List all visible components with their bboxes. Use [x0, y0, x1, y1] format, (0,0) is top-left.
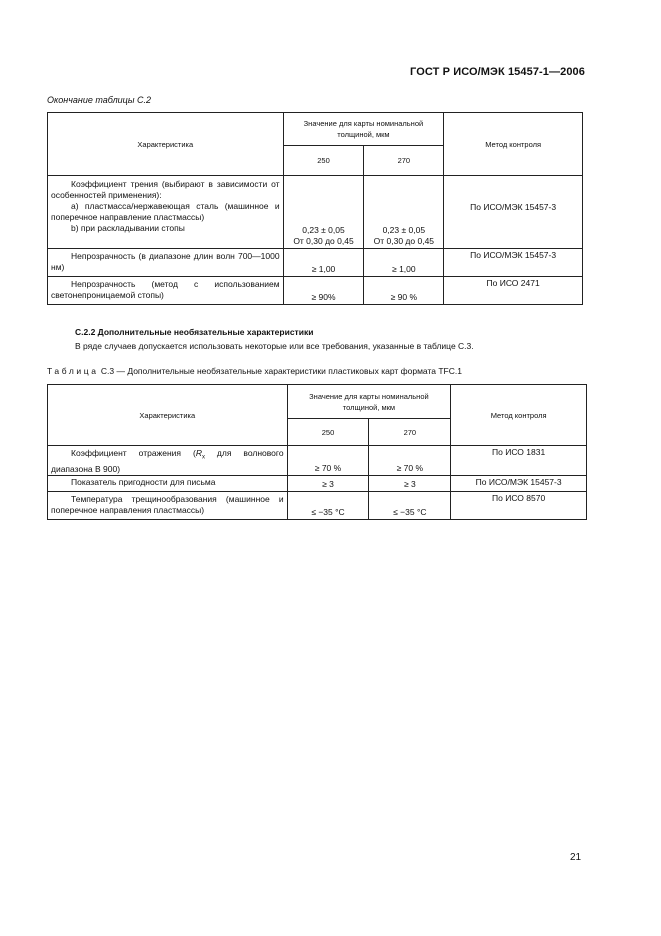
cell-value: 0,23 ± 0,05: [302, 225, 345, 235]
cell-value: ≥ 90%: [311, 292, 336, 302]
cell-method: По ИСО/МЭК 15457-3: [444, 176, 583, 249]
cell-value: ≥ 1,00: [392, 264, 416, 274]
table-row: [48, 277, 583, 305]
cell-characteristic: Температура трещинообразования (машинное и поперечное направления пластмассы): [48, 491, 288, 519]
t3-col-270: 270: [369, 419, 451, 446]
table-row: [48, 446, 587, 476]
cell-value: ≤ −35 °С: [369, 491, 451, 519]
cell-characteristic: Показатель пригодности для письма: [48, 475, 288, 491]
cell-value: ≥ 70 %: [369, 446, 451, 476]
cell-value: ≥ 90 %: [390, 292, 418, 302]
cell-method: По ИСО 2471: [444, 277, 583, 305]
document-header: ГОСТ Р ИСО/МЭК 15457-1—2006: [410, 66, 585, 78]
table-caption-word: Таблица: [47, 366, 99, 376]
t3-col-method: Метод контроля: [451, 385, 587, 446]
t2-col-270: 270: [364, 146, 444, 176]
cell-value: ≥ 70 %: [287, 446, 369, 476]
cell-value: 0,23 ± 0,05: [382, 225, 426, 235]
t3-col-characteristic: Характеристика: [48, 385, 288, 446]
table-row: [48, 249, 583, 277]
cell-value: ≥ 3: [287, 475, 369, 491]
cell-value: ≥ 3: [369, 475, 451, 491]
t3-col-value: Значение для карты номинальной толщиной, мкм: [287, 385, 451, 419]
table-row: [48, 176, 583, 249]
cell-value: От 0,30 до 0,45: [373, 236, 435, 246]
cell-characteristic: Коэффициент отражения ($R_x$ для волнового диапазона В 900): [48, 446, 288, 476]
section-title: С.2.2 Дополнительные необязательные характеристики: [75, 327, 314, 337]
cell-char-line: а) пластмасса/нержавеющая сталь (машинное и поперечное направление пластмассы): [51, 201, 280, 222]
t2-col-method: Метод контроля: [444, 113, 583, 176]
cell-char-line: b) при раскладывании стопы: [71, 223, 185, 233]
cell-char-line: Непрозрачность (в диапазоне длин волн 700—1000 нм): [51, 251, 280, 272]
t2-col-250: 250: [283, 146, 364, 176]
cell-char-line: Непрозрачность (метод с использованием светонепроницаемой стопы): [51, 279, 280, 300]
t2-col-value: Значение для карты номинальной толщиной, мкм: [283, 113, 444, 146]
table-c3: [47, 384, 587, 520]
cell-value: От 0,30 до 0,45: [293, 236, 354, 246]
table-caption: [47, 366, 462, 376]
cell-method: По ИСО 1831: [451, 446, 587, 476]
cell-value: ≥ 1,00: [311, 264, 336, 274]
t3-col-250: 250: [287, 419, 369, 446]
page-number: 21: [570, 852, 582, 863]
cell-method: По ИСО/МЭК 15457-3: [451, 475, 587, 491]
table-row: [48, 491, 587, 519]
section-text: В ряде случаев допускается использовать некоторые или все требования, указанные в таблице С.3.: [75, 341, 474, 351]
table-caption-text: С.3 — Дополнительные необязательные характеристики пластиковых карт формата TFC.1: [98, 366, 462, 376]
cell-value: ≤ −35 °С: [287, 491, 369, 519]
table-c2: [47, 112, 583, 305]
t2-col-characteristic: Характеристика: [48, 113, 284, 176]
cell-method: По ИСО 8570: [451, 491, 587, 519]
cell-char-line: Коэффициент трения (выбирают в зависимости от особенностей применения):: [51, 179, 280, 200]
table-row: [48, 475, 587, 491]
cell-method: По ИСО/МЭК 15457-3: [444, 249, 583, 277]
table-continuation-label: Окончание таблицы С.2: [47, 95, 151, 105]
